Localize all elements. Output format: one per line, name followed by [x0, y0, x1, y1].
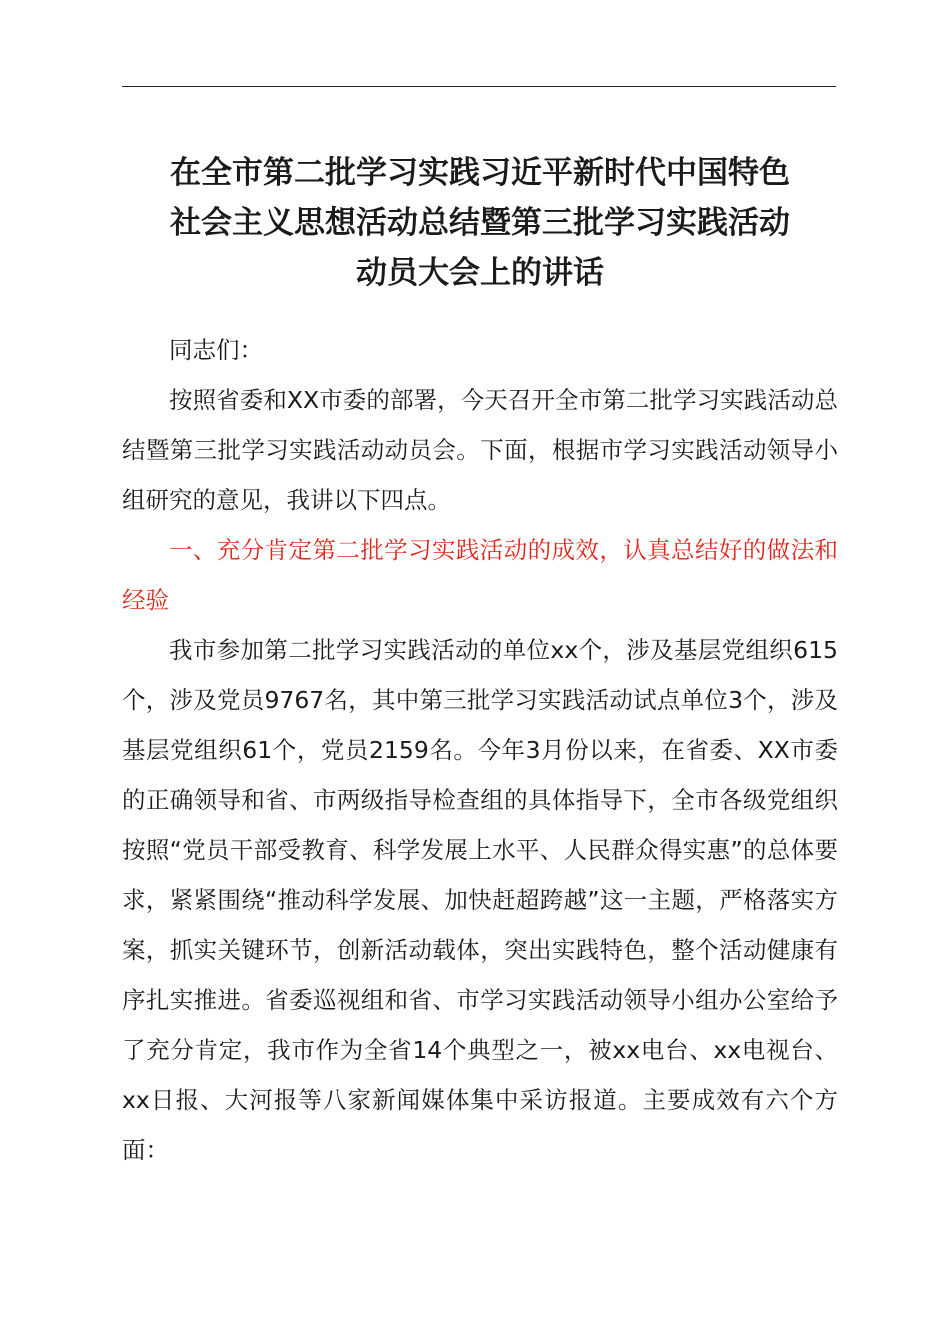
title-line-3: 动员大会上的讲话: [356, 255, 604, 291]
intro-paragraph: 按照省委和XX市委的部署，今天召开全市第二批学习实践活动总结暨第三批学习实践活动动员会。下面，根据市学习实践活动领导小组研究的意见，我讲以下四点。: [122, 386, 838, 514]
document-body: [122, 325, 838, 1175]
header-rule: [122, 86, 836, 87]
section-1-heading: 一、充分肯定第二批学习实践活动的成效，认真总结好的做法和经验: [122, 536, 838, 614]
document-title: [110, 148, 850, 298]
section-1-paragraph: 我市参加第二批学习实践活动的单位xx个，涉及基层党组织615个，涉及党员9767名，其中第三批学习实践活动试点单位3个，涉及基层党组织61个，党员2159名。今年3月份以来，在省委、XX市委的正确领导和省、市两级指导检查组的具体指导下，全市各级党组织按照“党员干部受教育、科学发展上水平、人民群众得实惠”的总体要求，紧紧围绕“推动科学发展、加快赶超跨越”这一主题，严格落实方案，抓实关键环节，创新活动载体，突出实践特色，整个活动健康有序扎实推进。省委巡视组和省、市学习实践活动领导小组办公室给予了充分肯定，我市作为全省14个典型之一，被xx电台、xx电视台、xx日报、大河报等八家新闻媒体集中采访报道。主要成效有六个方面：: [122, 636, 838, 1164]
title-line-1: 在全市第二批学习实践习近平新时代中国特色: [170, 155, 790, 191]
title-line-2: 社会主义思想活动总结暨第三批学习实践活动: [170, 205, 790, 241]
salutation: 同志们：: [169, 336, 263, 364]
